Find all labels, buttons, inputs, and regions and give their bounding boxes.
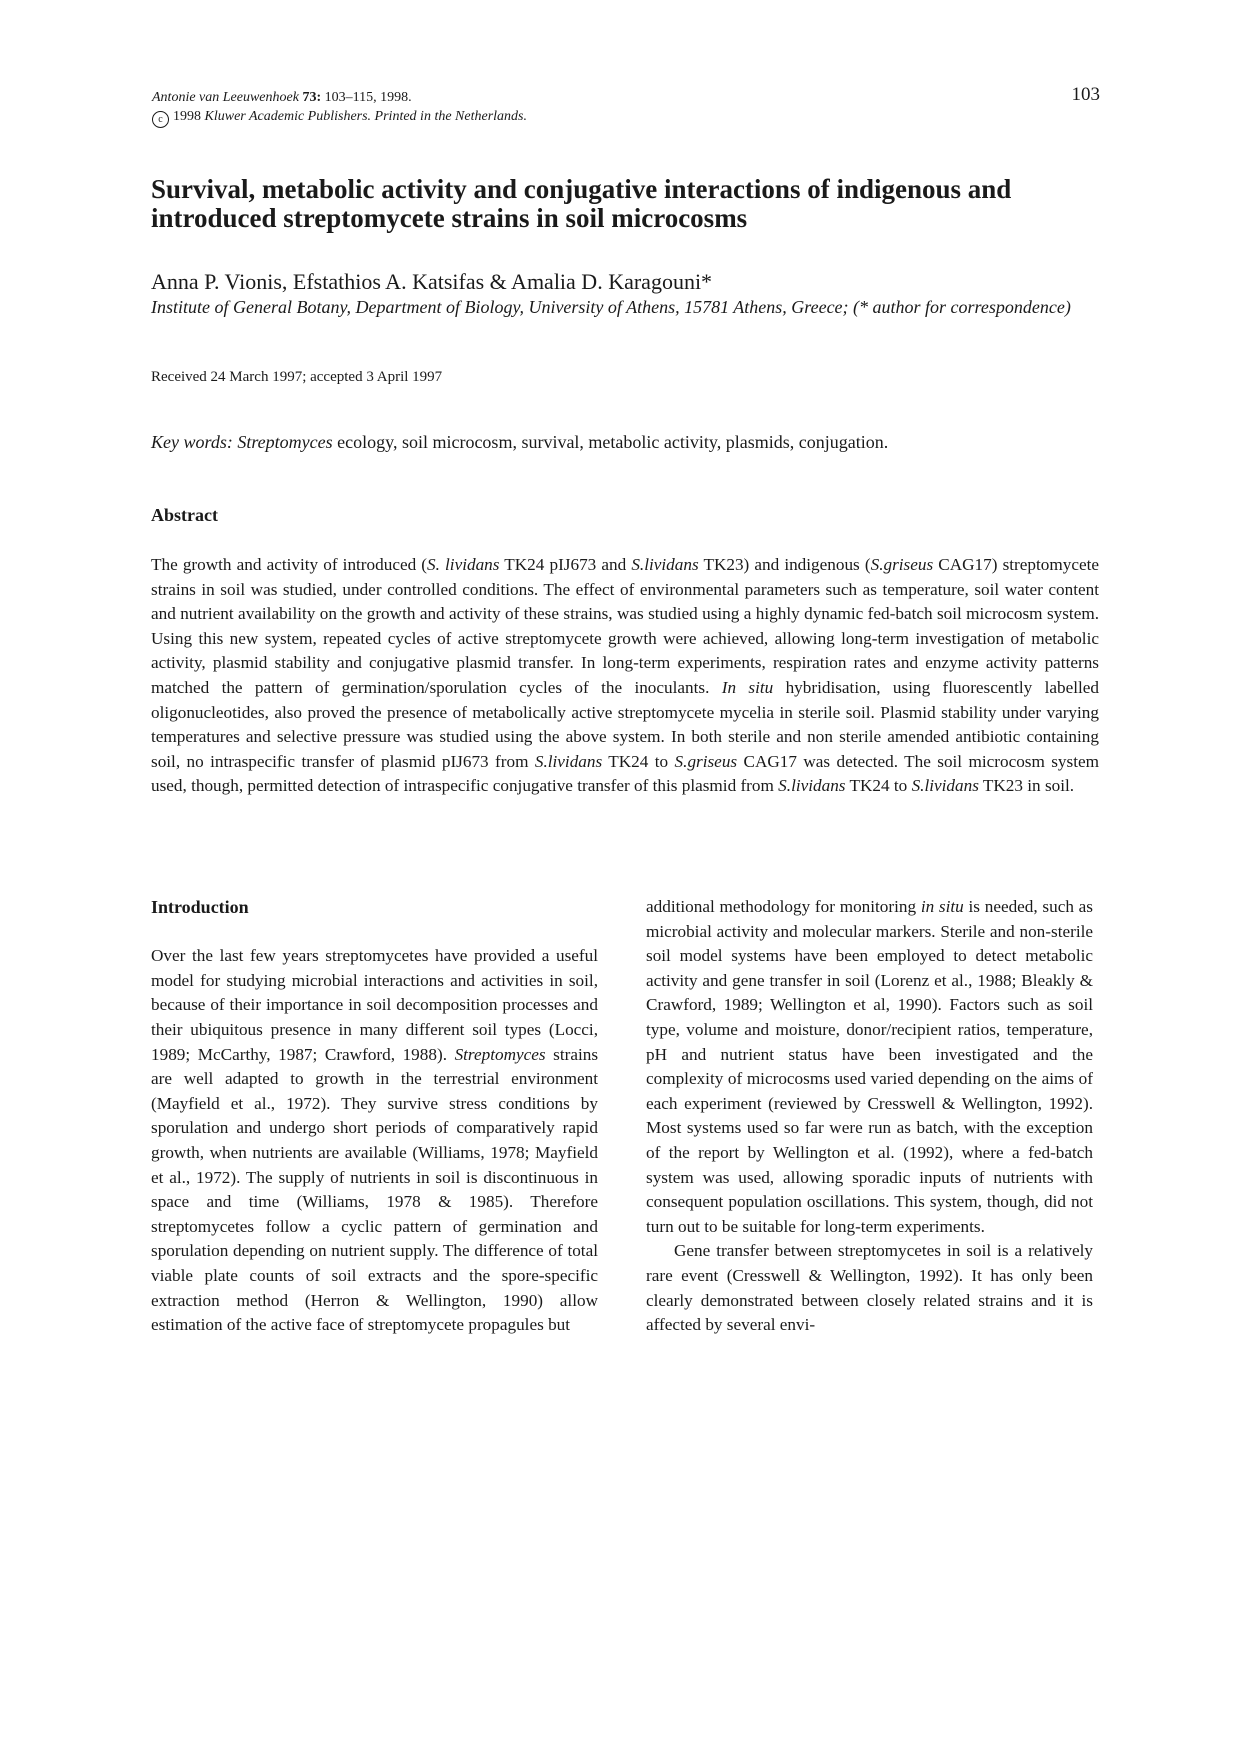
text-run: TK24 to bbox=[602, 751, 675, 771]
keywords-label: Key words: bbox=[151, 432, 233, 452]
italic-text: S.lividans bbox=[911, 776, 979, 796]
text-run: strains are well adapted to growth in the terrestrial environment (Mayfield et al., 1972). They survive stress conditions by sporulation and undergo short periods of comparatively rapid growth, when nutrients are available (Williams, 1978; Mayfield et al., 1972). The supply of nutrients in soil is discontinuous in space and time (Williams, 1978 & 1985). Therefore streptomycetes follow a cyclic pattern of germination and sporulation depending on nutrient supply. The difference of total viable plate counts of soil extracts and the spore-specific extraction method (Herron & Wellington, 1990) allow estimation of the active face of streptomycete propagules but bbox=[151, 1044, 599, 1335]
text-run: TK24 to bbox=[845, 776, 912, 796]
copyright-year: 1998 bbox=[173, 109, 201, 124]
abstract-heading: Abstract bbox=[151, 505, 218, 525]
article-title: Survival, metabolic activity and conjugative interactions of indigenous and introduced streptomycete strains in soil microcosms bbox=[151, 174, 1012, 233]
column-right bbox=[646, 895, 1093, 1338]
text-run: TK24 pIJ673 and bbox=[499, 555, 632, 574]
text-run: The growth and activity of introduced ( bbox=[151, 555, 428, 574]
column-left bbox=[151, 895, 598, 1338]
text-run: TK23) and indigenous ( bbox=[698, 555, 871, 574]
italic-text: S.lividans bbox=[778, 776, 846, 796]
journal-pages-year: 103–115, 1998. bbox=[324, 90, 412, 105]
introduction-paragraph-1 bbox=[151, 944, 598, 1338]
text-run: Gene transfer between streptomycetes in soil is a relatively rare event (Cresswell & Wellington, 1992). It has only been clearly demonstrated between closely related strains and it is affected by several envi- bbox=[646, 1241, 1093, 1335]
author-affiliation: Institute of General Botany, Department of Biology, University of Athens, 15781 Athens, Greece; (* author for correspondence) bbox=[151, 297, 1071, 317]
journal-citation bbox=[152, 88, 527, 128]
italic-text: S.lividans bbox=[534, 751, 603, 771]
italic-text: Streptomyces bbox=[454, 1044, 546, 1064]
journal-line bbox=[152, 88, 527, 107]
abstract-body bbox=[151, 553, 1099, 799]
page-number: 103 bbox=[1071, 84, 1100, 105]
italic-text: in situ bbox=[920, 897, 964, 916]
keywords bbox=[151, 432, 1111, 453]
italic-text: S.griseus bbox=[674, 751, 738, 771]
keywords-genus: Streptomyces bbox=[237, 432, 333, 452]
italic-text: S.lividans bbox=[631, 555, 699, 574]
author-list: Anna P. Vionis, Efstathios A. Katsifas & Amalia D. Karagouni* bbox=[151, 269, 713, 294]
keywords-list: ecology, soil microcosm, survival, metabolic activity, plasmids, conjugation. bbox=[337, 432, 889, 452]
introduction-paragraph-1-continued bbox=[646, 895, 1093, 1239]
publisher-line: Kluwer Academic Publishers. Printed in the Netherlands. bbox=[204, 109, 527, 124]
introduction-paragraph-2 bbox=[646, 1239, 1093, 1337]
copyright-line bbox=[152, 107, 527, 128]
text-run: CAG17) streptomycete strains in soil was studied, under controlled conditions. The effect of environmental parameters such as temperature, soil water content and nutrient availability on the growth and activity of these strains, was studied using a highly dynamic fed-batch soil microcosm system. Using this new system, repeated cycles of active streptomycete growth were achieved, allowing long-term investigation of metabolic activity, plasmid stability and conjugative plasmid transfer. In long-term experiments, respiration rates and enzyme activity patterns matched the pattern of germination/sporulation cycles of the inoculants. bbox=[151, 555, 1099, 697]
text-run: hybridisation, using fluorescently labelled oligonucleotides, also proved the presence of metabolically active streptomycete mycelia in sterile soil. Plasmid stability under varying temperatures and selective pressure was studied using the above system. In both sterile and non sterile amended antibiotic containing soil, no intraspecific transfer of plasmid pIJ673 from bbox=[151, 677, 1099, 771]
introduction-heading: Introduction bbox=[151, 897, 249, 917]
text-run: Over the last few years streptomycetes have provided a useful model for studying microbial interactions and activities in soil, because of their importance in soil decomposition processes and their ubiquitous presence in many different soil types (Locci, 1989; McCarthy, 1987; Crawford, 1988). bbox=[151, 946, 598, 1064]
copyright-icon: c bbox=[152, 111, 169, 128]
journal-name: Antonie van Leeuwenhoek bbox=[152, 90, 299, 105]
text-run: additional methodology for monitoring bbox=[646, 897, 921, 916]
text-run: is needed, such as microbial activity and molecular markers. Sterile and non-sterile soil model systems have been employed to detect metabolic activity and gene transfer in soil (Lorenz et al., 1988; Bleakly & Crawford, 1989; Wellington et al, 1990). Factors such as soil type, volume and moisture, donor/recipient ratios, temperature, pH and nutrient status have been investigated and the complexity of microcosms used varied depending on the aims of each experiment (reviewed by Cresswell & Wellington, 1992). Most systems used so far were run as batch, with the exception of the report by Wellington et al. (1992), where a fed-batch system was used, allowing sporadic inputs of nutrients with consequent population oscillations. This system, though, did not turn out to be suitable for long-term experiments. bbox=[646, 897, 1093, 1236]
italic-text: In situ bbox=[721, 677, 774, 697]
journal-volume: 73: bbox=[302, 90, 322, 105]
italic-text: S.griseus bbox=[870, 555, 934, 574]
text-run: CAG17 was detected. The soil microcosm system used, though, permitted detection of intraspecific conjugative transfer of this plasmid from bbox=[151, 751, 1099, 796]
italic-text: S. lividans bbox=[427, 555, 500, 574]
text-run: TK23 in soil. bbox=[978, 776, 1075, 796]
received-date: Received 24 March 1997; accepted 3 April 1997 bbox=[151, 369, 443, 385]
